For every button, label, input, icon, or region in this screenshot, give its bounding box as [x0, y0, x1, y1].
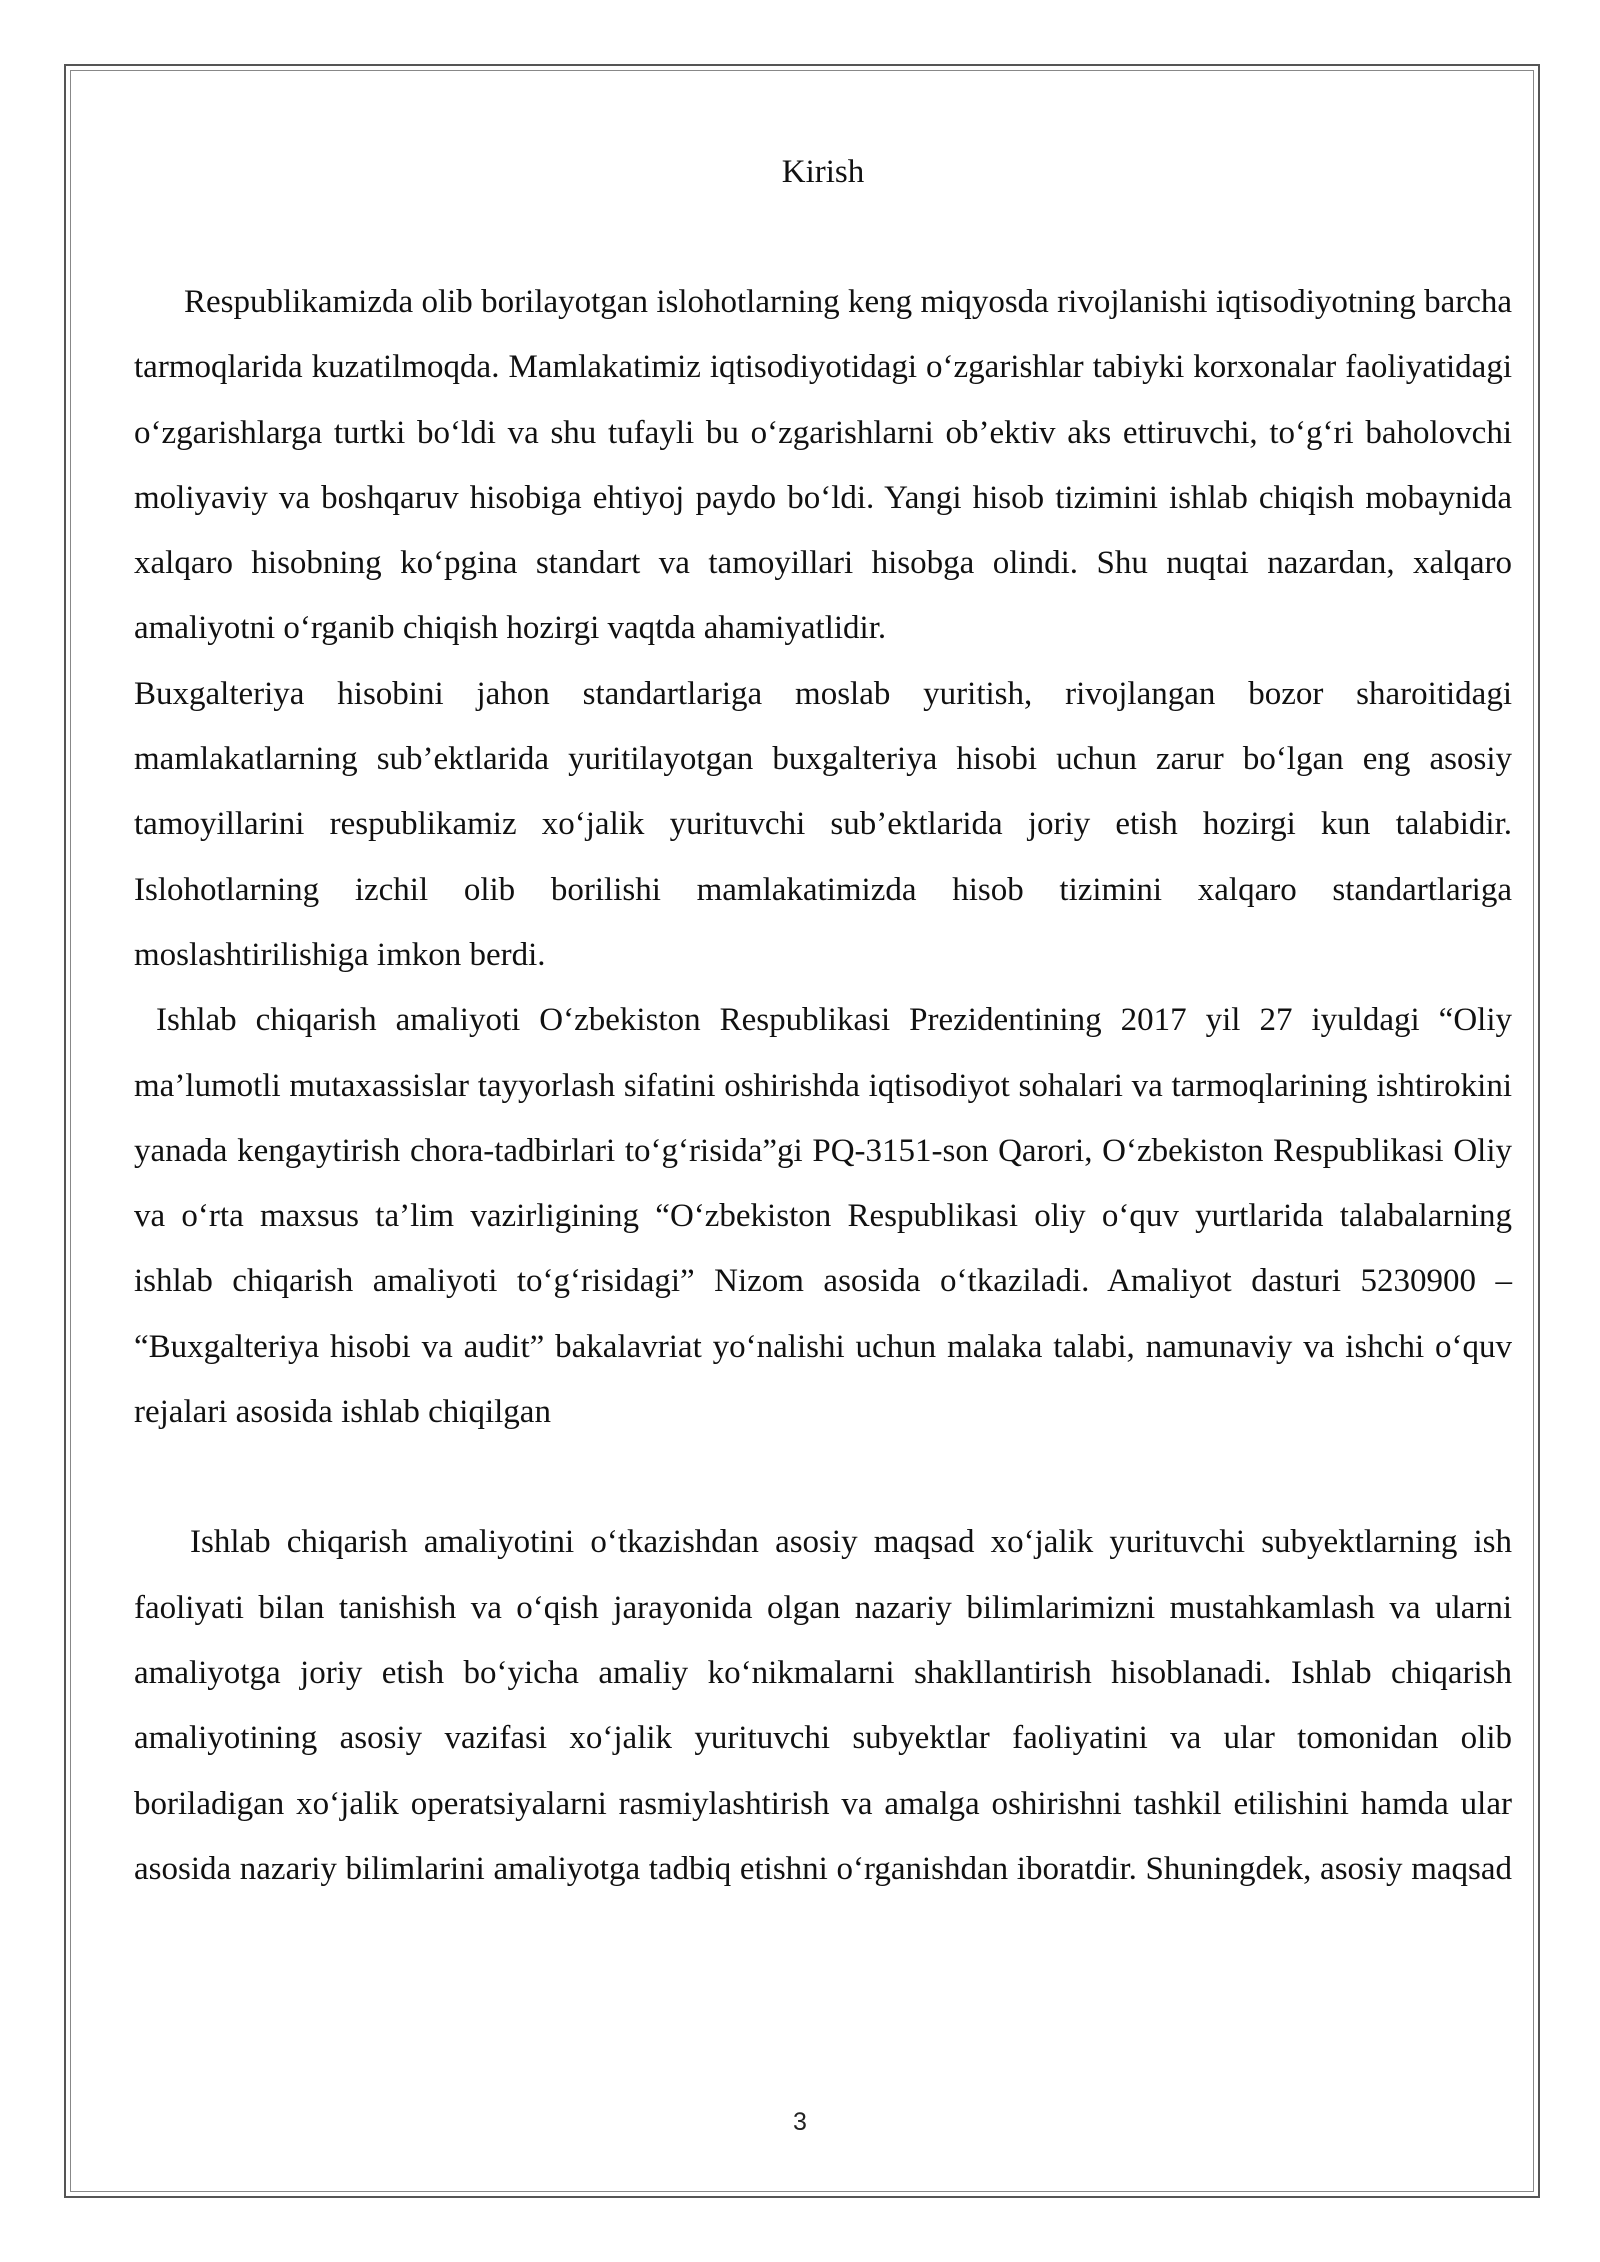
document-title: Kirish: [781, 154, 865, 190]
paragraph-practice-basis: Ishlab chiqarish amaliyoti O‘zbekiston Respublikasi Prezidentining 2017 yil 27 iyuldagi “Oliy ma’lumotli mutaxassislar tayyorlash sifatini oshirishda iqtisodiyot sohalari va tarmoqlarining ishtirokini yanada kengaytirish chora-tadbirlari to‘g‘risida”gi PQ-3151-son Qarori, O‘zbekiston Respublikasi Oliy va o‘rta maxsus ta’lim vazirligining “O‘zbekiston Respublikasi oliy o‘quv yurtlarida talabalarning ishlab chiqarish amaliyoti to‘g‘risidagi” Nizom asosida o‘tkaziladi. Amaliyot dasturi 5230900 – “Buxgalteriya hisobi va audit” bakalavriat yo‘nalishi uchun malaka talabi, namunaviy va ishchi o‘quv rejalari asosida ishlab chiqilgan: [134, 1002, 1512, 1431]
document-body: [134, 140, 1512, 1905]
paragraph-goal-wrapper: [134, 1445, 1512, 1905]
paragraph-goal: Ishlab chiqarish amaliyotini o‘tkazishdan asosiy maqsad xo‘jalik yurituvchi subyektlarning ish faoliyati bilan tanishish va o‘qish jarayonida olgan nazariy bilimlarimizni mustahkamlash va ularni amaliyotga joriy etish bo‘yicha amaliy ko‘nikmalarni shakllantirish hisoblanadi. Ishlab chiqarish amaliyotining asosiy vazifasi xo‘jalik yurituvchi subyektlar faoliyatini va ular tomonidan olib boriladigan xo‘jalik operatsiyalarni rasmiylashtirish va amalga oshirishni tashkil etilishini hamda ular asosida nazariy bilimlarini amaliyotga tadbiq etishni o‘rganishdan iboratdir. Shuningdek, asosiy maqsad: [134, 1524, 1512, 1887]
paragraph-standards: Buxgalteriya hisobini jahon standartlariga moslab yuritish, rivojlangan bozor sharoitidagi mamlakatlarning sub’ektlarida yuritilayotgan buxgalteriya hisobi uchun zarur bo‘lgan eng asosiy tamoyillarini respublikamiz xo‘jalik yurituvchi sub’ektlarida joriy etish hozirgi kun talabidir. Islohotlarning izchil olib borilishi mamlakatimizda hisob tizimini xalqaro standartlariga moslashtirilishiga imkon berdi.: [134, 675, 1512, 973]
paragraph-intro: Respublikamizda olib borilayotgan islohotlarning keng miqyosda rivojlanishi iqtisodiyotning barcha tarmoqlarida kuzatilmoqda. Mamlakatimiz iqtisodiyotidagi o‘zgarishlar tabiyki korxonalar faoliyatidagi o‘zgarishlarga turtki bo‘ldi va shu tufayli bu o‘zgarishlarni ob’ektiv aks ettiruvchi, to‘g‘ri baholovchi moliyaviy va boshqaruv hisobiga ehtiyoj paydo bo‘ldi. Yangi hisob tizimini ishlab chiqish mobaynida xalqaro hisobning ko‘pgina standart va tamoyillari hisobga olindi. Shu nuqtai nazardan, xalqaro amaliyotni o‘rganib chiqish hozirgi vaqtda ahamiyatlidir.: [134, 284, 1512, 647]
page-number: 3: [793, 2108, 807, 2136]
